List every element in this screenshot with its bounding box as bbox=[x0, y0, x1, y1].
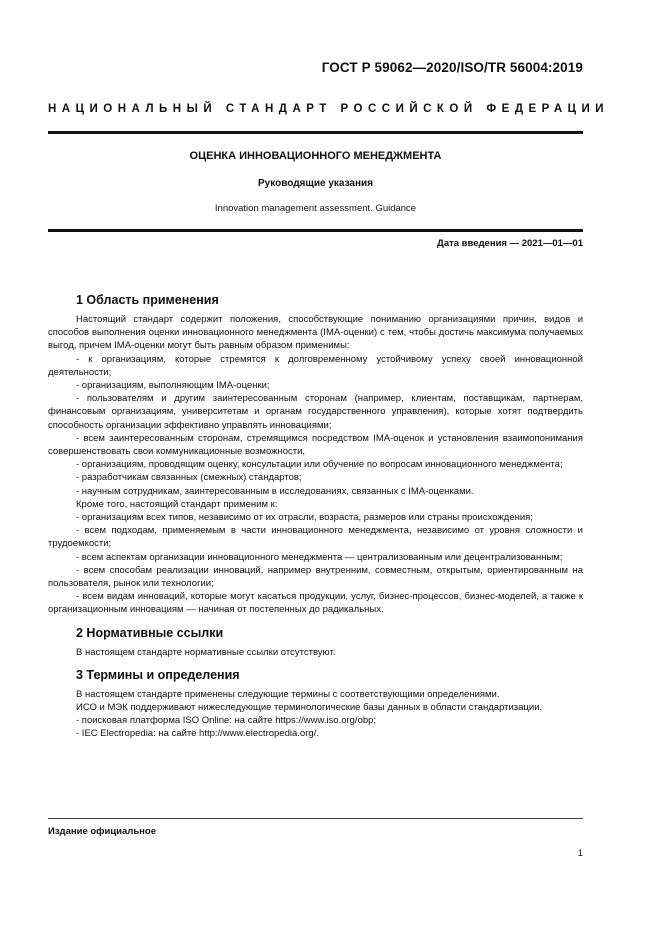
list-item: - всем заинтересованным сторонам, стремящимся посредством IMA-оценок и установления взаимопонимания совершенствовать свои коммуникационные возможности, bbox=[48, 432, 583, 458]
section-heading: 2 Нормативные ссылки bbox=[76, 625, 224, 640]
title-block bbox=[48, 150, 583, 214]
paragraph: В настоящем стандарте применены следующие термины с соответствующими определениями. bbox=[76, 688, 500, 700]
document-code: ГОСТ Р 59062—2020/ISO/TR 56004:2019 bbox=[321, 60, 583, 75]
list-item: - организациям всех типов, независимо от их отрасли, возраста, размеров или страны происхождения; bbox=[76, 512, 533, 524]
page-number: 1 bbox=[577, 848, 583, 859]
list-item: - всем аспектам организации инновационного менеджмента — централизованным или децентрализованным; bbox=[76, 551, 563, 563]
paragraph: Кроме того, настоящий стандарт применим к: bbox=[76, 498, 278, 510]
list-item: - IEC Electropedia: на сайте http://www.electropedia.org/. bbox=[76, 728, 319, 740]
list-item: - разработчикам связанных (смежных) стандартов; bbox=[76, 472, 302, 484]
top-rule bbox=[48, 131, 583, 134]
section-heading: 3 Термины и определения bbox=[76, 667, 240, 682]
national-standard-banner: НАЦИОНАЛЬНЫЙ СТАНДАРТ РОССИЙСКОЙ ФЕДЕРАЦИИ bbox=[48, 103, 610, 115]
paragraph: ИСО и МЭК поддерживают нижеследующие терминологические базы данных в области стандартизации. bbox=[76, 702, 543, 714]
list-item: - научным сотрудникам, заинтересованным в исследованиях, связанных с IMA-оценками. bbox=[76, 485, 474, 497]
section-heading: 1 Область применения bbox=[76, 293, 219, 307]
list-item: - всем подходам, применяемым в части инновационного менеджмента, независимо от уровня сложности и трудоемкости; bbox=[48, 525, 583, 550]
subtitle-russian: Руководящие указания bbox=[258, 178, 373, 189]
official-edition-label: Издание официальное bbox=[48, 826, 156, 837]
section-normative-references bbox=[48, 625, 583, 659]
introduction-date: Дата введения — 2021—01—01 bbox=[437, 238, 583, 249]
list-item: - поисковая платформа ISO Online: на сайте https://www.iso.org/obp; bbox=[76, 715, 377, 727]
paragraph: Настоящий стандарт содержит положения, способствующие пониманию организациями причин, видов и способов выполнения оценки инновационного менеджмента (IMA-оценки) с тем, чтобы достичь максимума получаемых выгод, причем IMA-оценки могут быть равным образом применимы: bbox=[48, 314, 583, 352]
title-bottom-rule bbox=[48, 229, 583, 232]
section-terms-definitions bbox=[48, 667, 583, 741]
document-body bbox=[48, 292, 583, 741]
section-scope bbox=[48, 292, 583, 617]
title-english: Innovation management assessment. Guidance bbox=[214, 203, 417, 214]
paragraph: В настоящем стандарте нормативные ссылки отсутствуют. bbox=[76, 646, 336, 658]
list-item: - организациям, проводящим оценку, консультации или обучение по вопросам инновационного менеджмента; bbox=[76, 459, 563, 471]
list-item: - пользователям и другим заинтересованным сторонам (например, клиентам, поставщикам, партнерам, финансовым организациям, университетам и органам государственного управления), которые хотят подтвердить способность организации эффективно управлять инновациями; bbox=[48, 393, 583, 431]
list-item: - организациям, выполняющим IMA-оценки; bbox=[76, 380, 270, 392]
footer-rule bbox=[48, 818, 583, 819]
list-item: - всем видам инноваций, которые могут касаться продукции, услуг, бизнес-процессов, бизнес-моделей, а также к организационным инновациям — начиная от постепенных до радикальных. bbox=[48, 591, 583, 616]
list-item: - всем способам реализации инноваций, например внутренним, совместным, открытым, ориентированным на пользователя, рынок или технологии; bbox=[48, 564, 583, 590]
list-item: - к организациям, которые стремятся к долговременному устойчивому успеху своей инновационной деятельности; bbox=[48, 353, 583, 378]
title-russian: ОЦЕНКА ИННОВАЦИОННОГО МЕНЕДЖМЕНТА bbox=[189, 150, 442, 162]
